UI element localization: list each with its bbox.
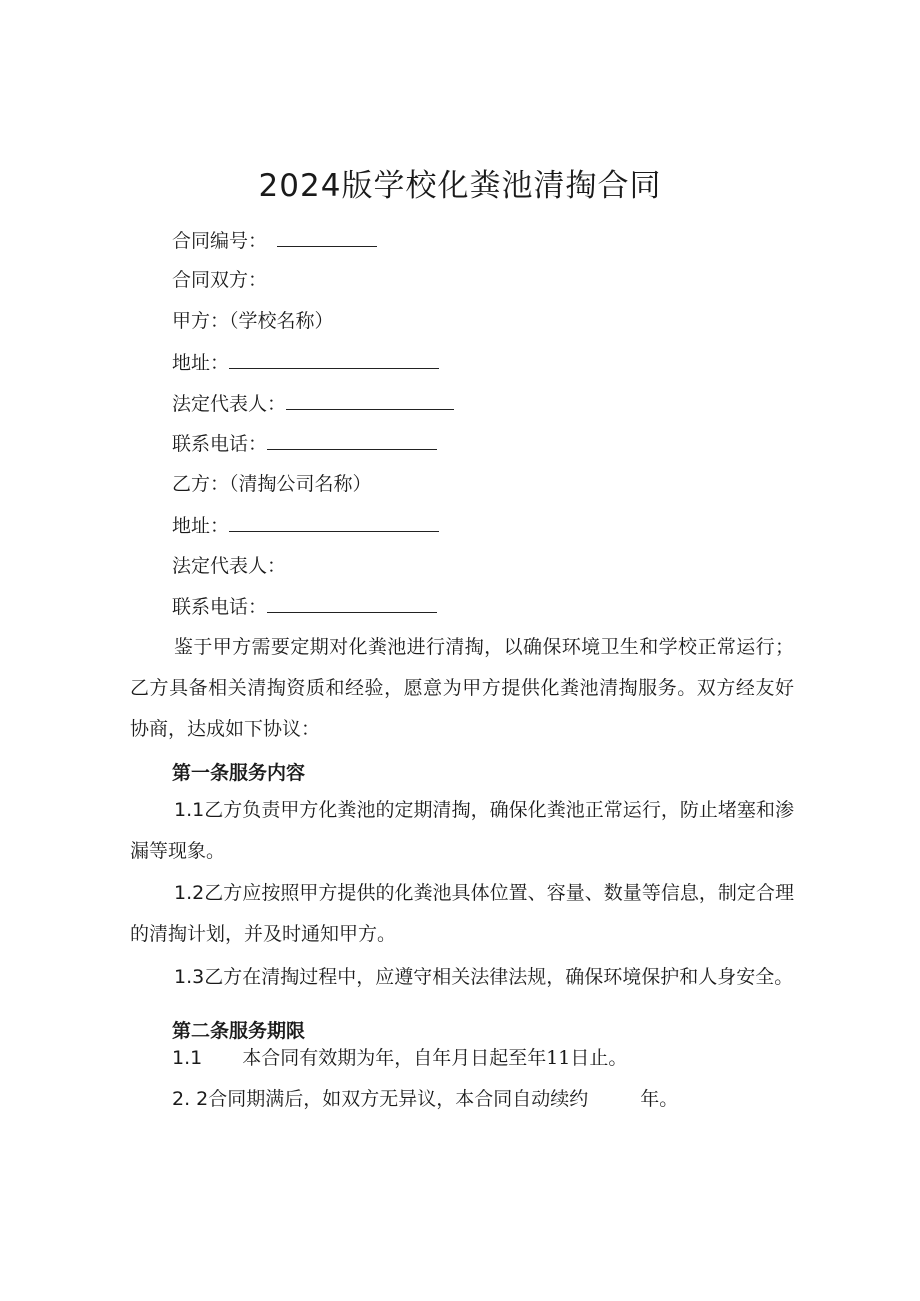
party-b-rep-label: 法定代表人：	[172, 555, 287, 577]
party-b-phone-blank[interactable]	[267, 594, 437, 613]
party-a-phone-label: 联系电话：	[172, 433, 268, 455]
party-b-address-label: 地址：	[172, 515, 230, 537]
clause-1-3-text: 乙方在清掏过程中，应遵守相关法律法规，确保环境保护和人身安全。	[204, 966, 794, 988]
party-a-phone-line	[172, 431, 437, 456]
clause-1-3-number: 1.3	[174, 966, 205, 988]
clause-1-2	[130, 873, 794, 955]
party-b-phone-line	[172, 594, 437, 619]
party-b-phone-label: 联系电话：	[172, 596, 268, 618]
clause-2-2	[172, 1087, 678, 1111]
article-1-heading: 第一条服务内容	[172, 762, 306, 784]
party-b-address-line	[172, 513, 439, 538]
party-a-address-label: 地址：	[172, 352, 230, 374]
clause-1-3	[130, 957, 794, 998]
party-b-line	[172, 472, 372, 496]
clause-1-1	[130, 790, 794, 872]
article-2-heading: 第二条服务期限	[172, 1020, 306, 1042]
clause-1-1-number: 1.1	[174, 799, 205, 821]
clause-1-2-number: 1.2	[174, 882, 205, 904]
party-a-address-blank[interactable]	[229, 350, 439, 369]
clause-1-1-text: 乙方负责甲方化粪池的定期清掏，确保化粪池正常运行，防止堵塞和渗漏等现象。	[130, 799, 794, 862]
contract-number-line	[172, 228, 377, 253]
clause-2-1	[172, 1046, 627, 1070]
party-a-rep-blank[interactable]	[286, 391, 454, 410]
clause-2-2-text: 合同期满后，如双方无异议，本合同自动续约	[208, 1088, 589, 1110]
party-a-label: 甲方：（学校名称）	[172, 310, 334, 332]
party-a-address-line	[172, 350, 439, 375]
parties-line	[172, 268, 267, 292]
clause-2-2-number: 2. 2	[172, 1088, 209, 1110]
preamble-paragraph: 鉴于甲方需要定期对化粪池进行清掏，以确保环境卫生和学校正常运行；乙方具备相关清掏资质和经验，愿意为甲方提供化粪池清掏服务。双方经友好协商，达成如下协议：	[130, 636, 794, 740]
clause-1-2-text: 乙方应按照甲方提供的化粪池具体位置、容量、数量等信息，制定合理的清掏计划，并及时通知甲方。	[130, 882, 794, 945]
document-title: 2024版学校化粪池清掏合同	[258, 168, 662, 204]
party-a-line	[172, 309, 334, 333]
party-a-phone-blank[interactable]	[267, 431, 437, 450]
clause-2-2-tail: 年。	[640, 1088, 679, 1110]
parties-label: 合同双方：	[172, 269, 268, 291]
clause-2-1-number: 1.1	[172, 1047, 203, 1069]
party-b-rep-line	[172, 554, 286, 578]
contract-number-blank[interactable]	[277, 228, 377, 247]
party-b-label: 乙方：（清掏公司名称）	[172, 473, 372, 495]
party-a-rep-line	[172, 391, 454, 416]
party-b-address-blank[interactable]	[229, 513, 439, 532]
clause-2-1-text: 本合同有效期为年，自年月日起至年11日止。	[242, 1047, 628, 1069]
party-a-rep-label: 法定代表人：	[172, 393, 287, 415]
contract-number-label: 合同编号：	[172, 230, 268, 252]
